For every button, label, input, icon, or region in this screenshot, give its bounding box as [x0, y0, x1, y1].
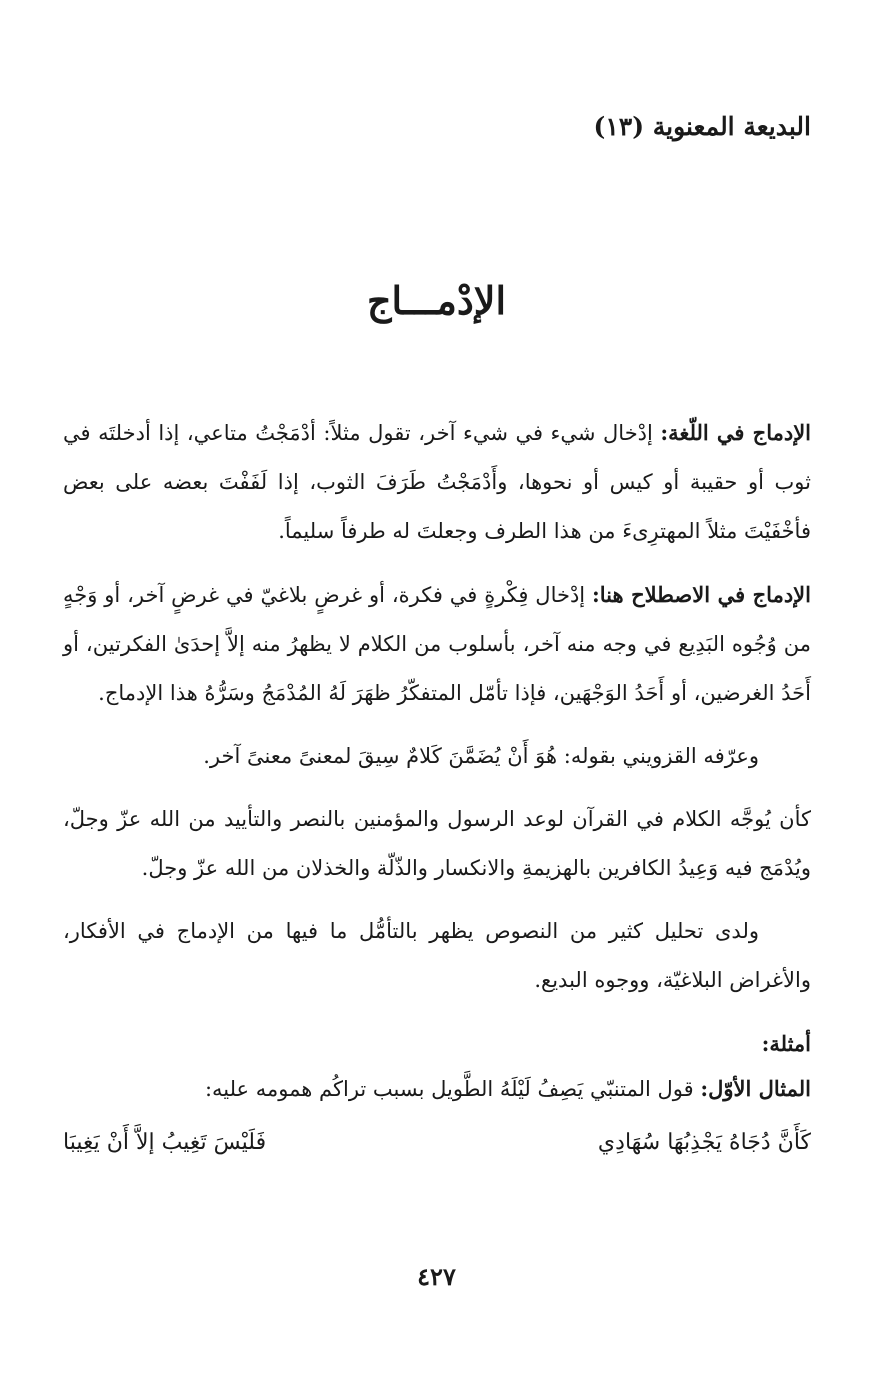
- paragraph-linguistic-definition: [63, 408, 811, 556]
- paragraph-text: إدْخال شيء في شيء آخر، تقول مثلاً: أدْمَجْتُ متاعي، إذا أدخلتَه في ثوب أو حقيبة أو كيس أو نحوها، وأَدْمَجْتُ طَرَفَ الثوب، إذا لَفَفْتَ بعضه على بعض فأخْفَيْتَ مثلاً المهترِىءَ من هذا الطرف وجعلتَ له طرفاً سليماً.: [63, 421, 811, 543]
- examples-heading: أمثلة:: [761, 1031, 811, 1056]
- paragraph-lead: الإدماج في اللّغة:: [660, 420, 812, 445]
- verse-second-hemistich: فَلَيْسَ تَغِيبُ إلاَّ أَنْ يَغِيبَا: [63, 1130, 267, 1155]
- page-number: ٤٢٧: [417, 1262, 456, 1291]
- paragraph-quran-example: [63, 795, 811, 893]
- verse-first-hemistich: كَأَنَّ دُجَاهُ يَجْذِبُهَا سُهَادِي: [597, 1130, 811, 1155]
- running-header: البديعة المعنوية (١٣): [593, 112, 811, 141]
- paragraph-text: كأن يُوجَّه الكلام في القرآن لوعد الرسول والمؤمنين بالنصر والتأييد من الله عزّ وجلّ، ويُدْمَج فيه وَعِيدُ الكافرين بالهزيمةِ والانكسار والذّلّة والخذلان من الله عزّ وجلّ.: [63, 807, 811, 880]
- paragraph-analysis-note: [63, 907, 811, 1005]
- poetry-verse: [63, 1118, 811, 1167]
- paragraph-lead: الإدماج في الاصطلاح هنا:: [592, 582, 811, 607]
- example-lead: المثال الأوّل:: [700, 1076, 811, 1101]
- paragraph-qazwini-definition: [63, 732, 811, 781]
- body-text: [63, 408, 811, 1167]
- example-text: قول المتنبّي يَصِفُ لَيْلَهُ الطَّويل بسبب تراكُم همومه عليه:: [204, 1077, 701, 1101]
- example-one: [63, 1064, 811, 1114]
- section-title: الإدْمـــاج: [366, 278, 506, 323]
- paragraph-text: وعرّفه القزويني بقوله: هُوَ أَنْ يُضَمَّنَ كَلامٌ سِيقَ لمعنىً معنىً آخر.: [203, 744, 759, 768]
- paragraph-text: ولدى تحليل كثير من النصوص يظهر بالتأمُّل ما فيها من الإدماج في الأفكار، والأغراض البلاغيّة، ووجوه البديع.: [63, 919, 811, 992]
- paragraph-technical-definition: [63, 570, 811, 718]
- paragraph-text: إدْخال فِكْرةٍ في فكرة، أو غرضٍ بلاغيّ في غرضٍ آخر، أو وَجْهٍ من وُجُوه البَدِيع في وجه منه آخر، بأسلوب من الكلام لا يظهرُ منه إلاَّ إحدَىٰ الفكرتين، أو أَحَدُ الغرضين، أو أَحَدُ الوَجْهَين، فإذا تأمّل المتفكّرُ ظهَرَ لَهُ المُدْمَجُ وسَرُّهُ هذا الإدماج.: [63, 583, 811, 705]
